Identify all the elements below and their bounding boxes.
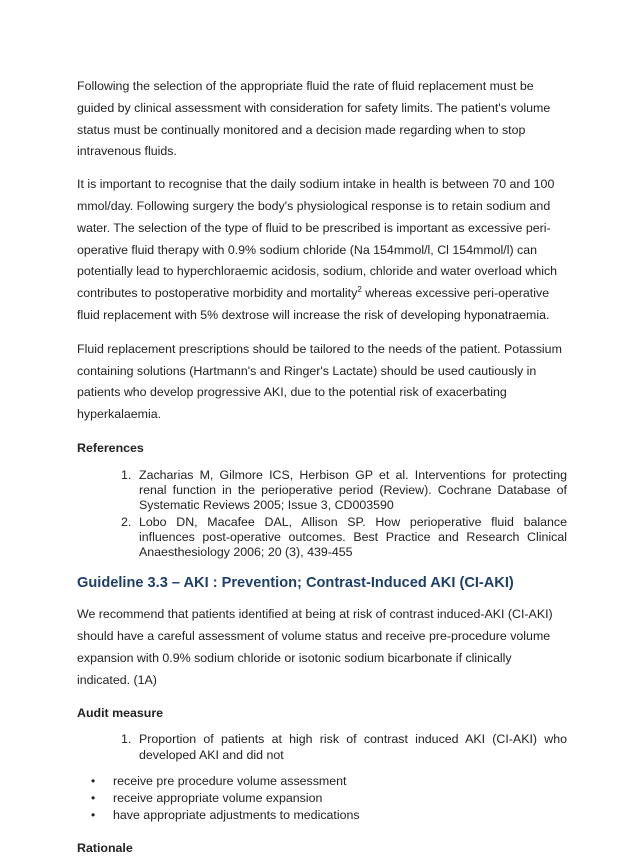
paragraph-sodium-intake-text-a: It is important to recognise that the daily sodium intake in health is between 70 and 100 mmol/day. Following surgery the body's physiological response is to retain sodium and water. The selection of the type of fluid to be prescribed is important as excessive peri-operative fluid therapy with 0.9% sodium chloride (Na 154mmol/l, Cl 154mmol/l) can potentially lead to hyperchloraemic acidosis, sodium, chloride and water overload which contributes to postoperative morbidity and mortality [77, 177, 558, 301]
citation-superscript: 2 [357, 285, 362, 295]
audit-measure-number: 1. [121, 732, 132, 747]
reference-text: Zacharias M, Gilmore ICS, Herbison GP et al. Interventions for protecting renal function in the perioperative period (Review). Cochrane Database of Systematic Reviews 2005; Issue 3, CD003590 [139, 467, 567, 513]
audit-bullet-text: receive appropriate volume expansion [113, 791, 323, 806]
references-list [77, 468, 567, 560]
audit-bullet-item [77, 790, 567, 807]
audit-measure-heading: Audit measure [77, 706, 164, 721]
guideline-recommendation: We recommend that patients identified at being at risk of contrast induced-AKI (CI-AKI) should have a careful assessment of volume status and receive pre-procedure volume expansion with 0.9% sodium chloride or isotonic sodium bicarbonate if clinically indicated. (1A) [77, 607, 553, 687]
paragraph-sodium-intake [77, 174, 567, 327]
bullet-icon: • [91, 808, 96, 823]
audit-bullet-item [77, 807, 567, 824]
rationale-heading: Rationale [77, 841, 133, 856]
document-page [77, 76, 567, 858]
paragraph-sodium-intake-text-b: whereas excessive peri-operative fluid replacement with 5% dextrose will increase the risk of developing hyponatraemia. [77, 286, 550, 322]
audit-measure-text: Proportion of patients at high risk of contrast induced AKI (CI-AKI) who developed AKI and did not [139, 732, 567, 763]
audit-bullet-list [77, 773, 567, 824]
reference-text: Lobo DN, Macafee DAL, Allison SP. How perioperative fluid balance influences post-operative outcomes. Best Practice and Research Clinical Anaesthesiology 2006; 20 (3), 439-455 [139, 514, 567, 559]
audit-measure-item [77, 731, 567, 763]
guideline-title: Guideline 3.3 – AKI : Prevention; Contrast-Induced AKI (CI-AKI) [77, 575, 514, 592]
reference-item [77, 515, 567, 561]
audit-bullet-item [77, 773, 567, 790]
audit-bullet-text: receive pre procedure volume assessment [113, 774, 347, 789]
bullet-icon: • [91, 791, 96, 806]
reference-number: 2. [121, 514, 132, 529]
paragraph-fluid-rate: Following the selection of the appropriate fluid the rate of fluid replacement must be guided by clinical assessment with consideration for safety limits. The patient's volume status must be continually monitored and a decision made regarding when to stop intravenous fluids. [77, 79, 551, 159]
paragraph-fluid-prescriptions: Fluid replacement prescriptions should be tailored to the needs of the patient. Potassium containing solutions (Hartmann's and Ringer's Lactate) should be used cautiously in patients who develop progressive AKI, due to the potential risk of exacerbating hyperkalaemia. [77, 341, 562, 422]
reference-item [77, 468, 567, 514]
bullet-icon: • [91, 774, 96, 789]
reference-number: 1. [121, 467, 132, 482]
references-heading: References [77, 440, 144, 455]
audit-bullet-text: have appropriate adjustments to medications [113, 808, 360, 823]
audit-measure-list [77, 731, 567, 763]
